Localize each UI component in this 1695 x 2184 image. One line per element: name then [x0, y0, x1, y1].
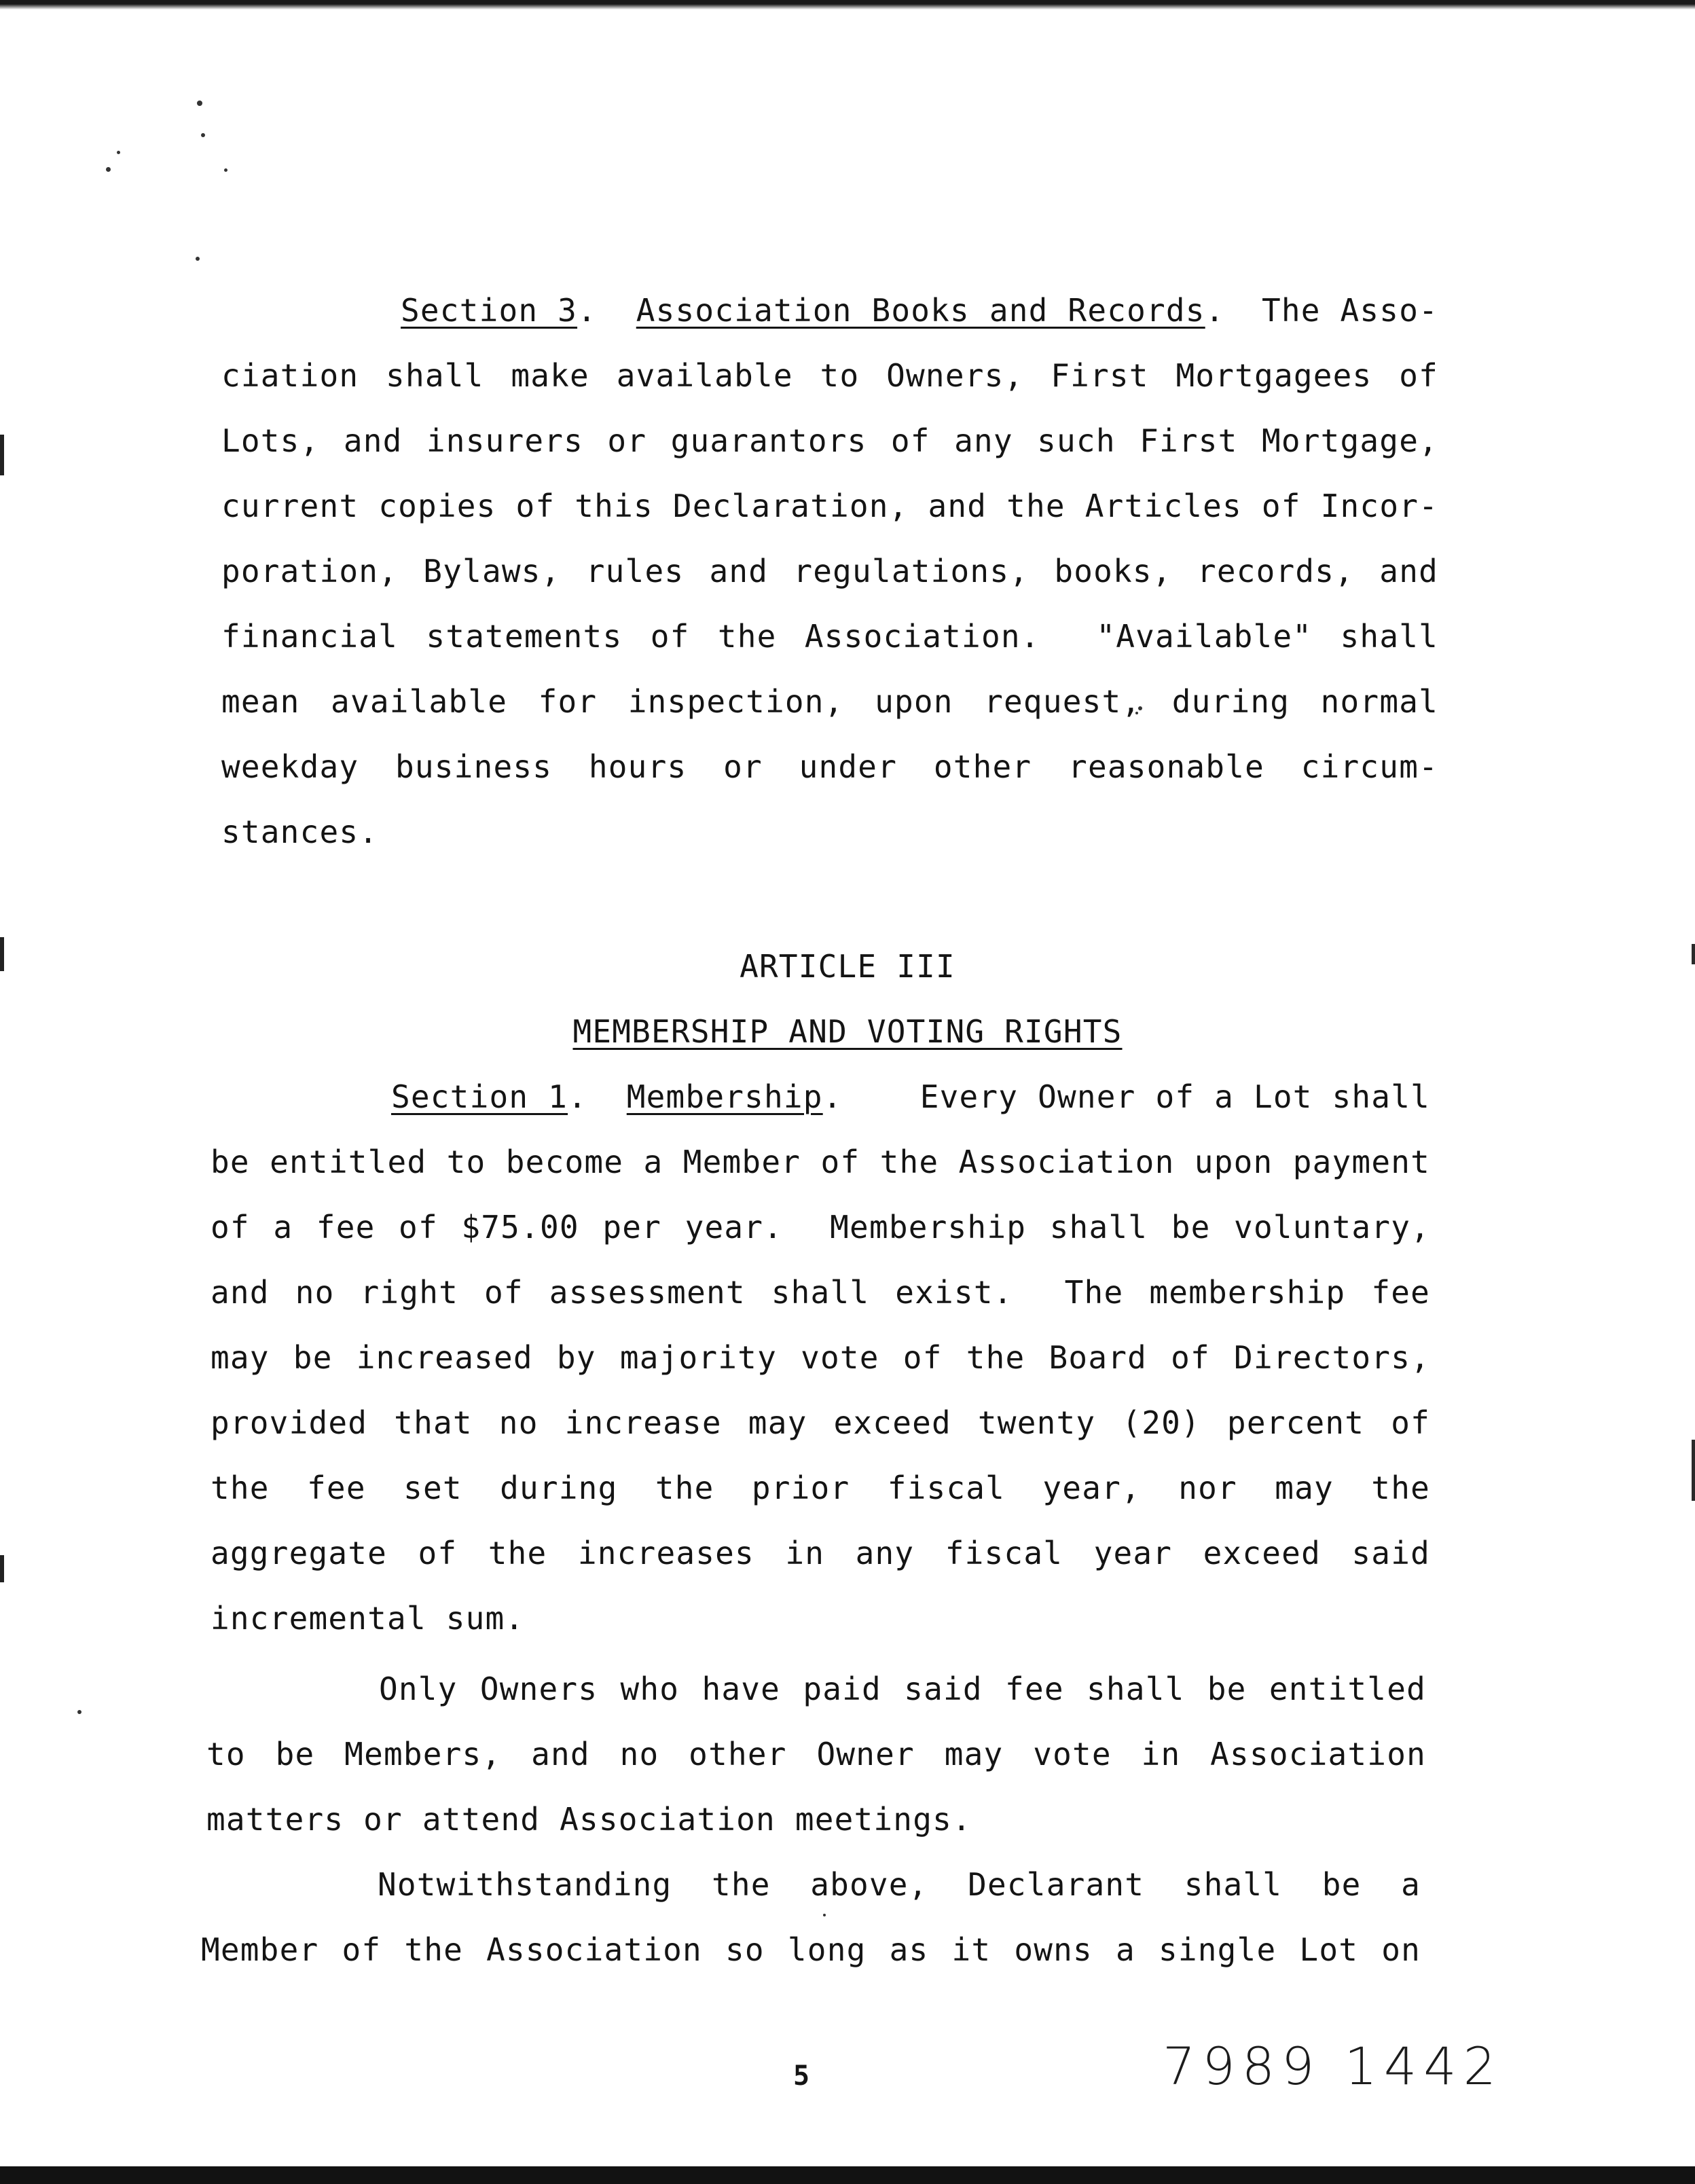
text-line: aggregate of the increases in any fiscal year exceed said: [211, 1535, 1430, 1571]
section-3-first-line-rest: The Asso-: [1261, 292, 1438, 329]
scan-speck: [196, 257, 200, 261]
scan-speck: [224, 168, 227, 172]
section-1-label: Section 1: [391, 1078, 568, 1115]
text-line: of a fee of $75.00 per year. Membership shall be voluntary,: [211, 1209, 1430, 1245]
text-line: to be Members, and no other Owner may vote in Association: [206, 1736, 1426, 1772]
text-line: mean available for inspection, upon request, during normal: [221, 683, 1438, 720]
text-line: financial statements of the Association. "Available" shall: [221, 618, 1438, 655]
scan-edge-mark: [0, 435, 4, 475]
scan-speck: [106, 167, 111, 172]
text-line: current copies of this Declaration, and the Articles of Incor-: [221, 488, 1438, 524]
article-number: ARTICLE III: [740, 948, 955, 985]
scan-edge-mark: [1692, 1440, 1695, 1501]
text-line: may be increased by majority vote of the Board of Directors,: [211, 1339, 1430, 1376]
section-1-paragraph: [211, 1078, 1430, 1119]
punctuation: .: [822, 1078, 843, 1115]
text-line: matters or attend Association meetings.: [206, 1801, 972, 1838]
text-line: provided that no increase may exceed twenty (20) percent of: [211, 1404, 1430, 1441]
scan-edge-top: [0, 0, 1695, 10]
text-line: stances.: [221, 814, 379, 850]
section-1-first-line-rest: Every Owner of a Lot shall: [919, 1078, 1430, 1115]
text-line: Only Owners who have paid said fee shall be entitled: [379, 1671, 1426, 1707]
punctuation: .: [568, 1078, 627, 1115]
section-3-title: Association Books and Records: [636, 292, 1205, 329]
scan-edge-mark: [0, 1555, 4, 1582]
text-line: and no right of assessment shall exist. The membership fee: [211, 1274, 1430, 1311]
article-title: MEMBERSHIP AND VOTING RIGHTS: [572, 1013, 1123, 1050]
text-line: ciation shall make available to Owners, First Mortgagees of: [221, 357, 1438, 394]
scan-speck: [77, 1710, 81, 1714]
page-number: 5: [793, 2060, 810, 2092]
scan-speck: [197, 101, 202, 106]
scan-speck: [117, 151, 120, 154]
section-3-paragraph: [221, 292, 1438, 333]
text-line: Lots, and insurers or guarantors of any such First Mortgage,: [221, 422, 1438, 459]
text-line: Member of the Association so long as it owns a single Lot on: [201, 1931, 1421, 1968]
punctuation: .: [577, 292, 636, 329]
scan-edge-bottom: [0, 2166, 1695, 2184]
scan-speck: [201, 133, 205, 137]
text-line: Notwithstanding the above, Declarant shall be a: [378, 1866, 1421, 1903]
text-line: weekday business hours or under other reasonable circum-: [221, 748, 1438, 785]
document-number: 7989 1442: [1163, 2036, 1503, 2096]
section-1-title: Membership: [626, 1078, 823, 1115]
text-line: be entitled to become a Member of the Association upon payment: [211, 1144, 1430, 1180]
text-line: the fee set during the prior fiscal year, nor may the: [211, 1470, 1430, 1506]
punctuation: .: [1205, 292, 1225, 329]
text-line: poration, Bylaws, rules and regulations, books, records, and: [221, 553, 1438, 589]
scan-speck: [823, 1914, 826, 1916]
section-3-label: Section 3: [401, 292, 578, 329]
text-line: incremental sum.: [211, 1600, 525, 1637]
